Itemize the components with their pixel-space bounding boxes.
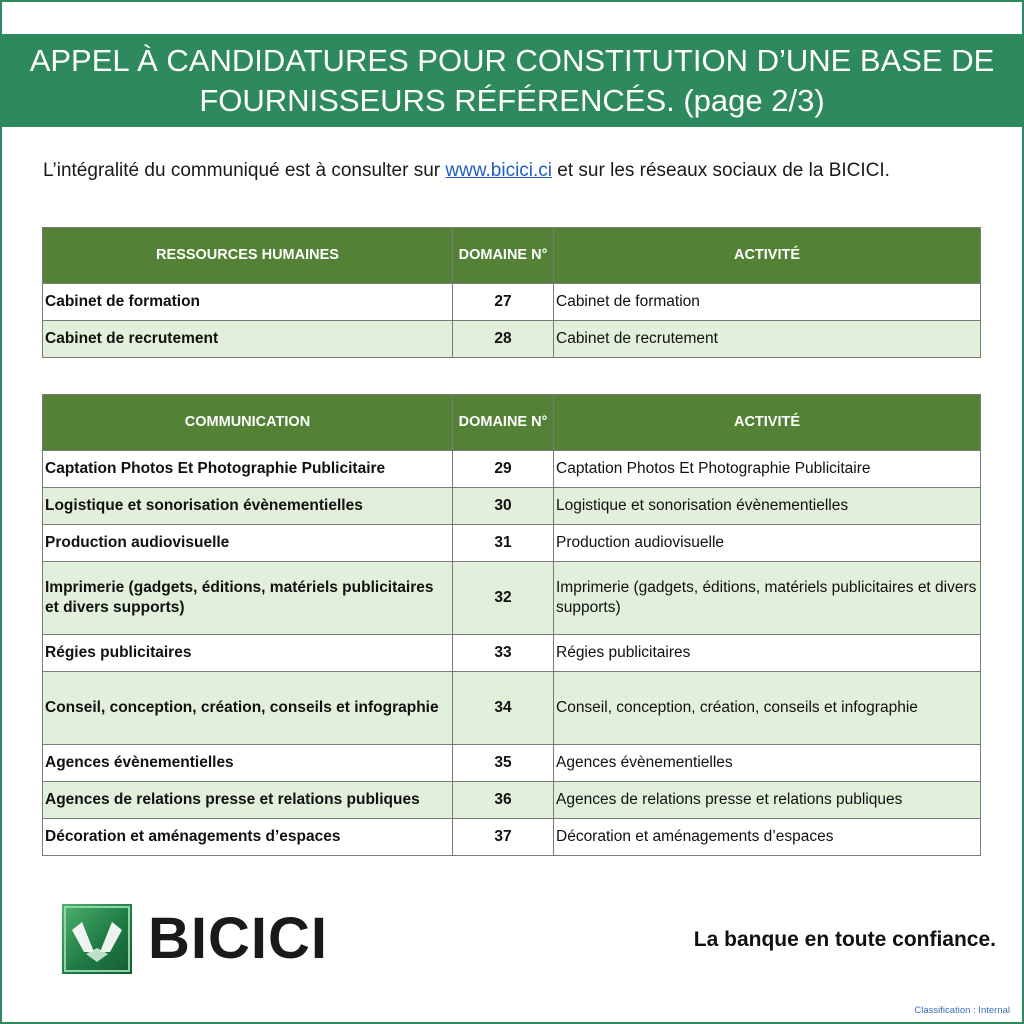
- row-name: Agences de relations presse et relations publiques: [43, 782, 453, 819]
- row-activity: Imprimerie (gadgets, éditions, matériels publicitaires et divers supports): [554, 562, 981, 635]
- row-activity: Logistique et sonorisation évènementielles: [554, 488, 981, 525]
- row-number: 35: [453, 745, 554, 782]
- table-row: [43, 672, 981, 745]
- row-name: Cabinet de formation: [43, 284, 453, 321]
- row-activity: Conseil, conception, création, conseils et infographie: [554, 672, 981, 745]
- intro-before: L’intégralité du communiqué est à consulter sur: [43, 160, 446, 181]
- row-number: 29: [453, 451, 554, 488]
- table-row: [43, 321, 981, 358]
- header-domain: DOMAINE N°: [453, 395, 554, 451]
- row-number: 27: [453, 284, 554, 321]
- row-name: Décoration et aménagements d’espaces: [43, 819, 453, 856]
- table-row: [43, 745, 981, 782]
- row-number: 37: [453, 819, 554, 856]
- bicici-logo-icon: [62, 904, 132, 974]
- row-number: 32: [453, 562, 554, 635]
- table-row: [43, 525, 981, 562]
- row-number: 28: [453, 321, 554, 358]
- row-activity: Régies publicitaires: [554, 635, 981, 672]
- row-activity: Captation Photos Et Photographie Publicitaire: [554, 451, 981, 488]
- table-header-row: [43, 395, 981, 451]
- intro-after: et sur les réseaux sociaux de la BICICI.: [552, 160, 890, 181]
- row-activity: Décoration et aménagements d’espaces: [554, 819, 981, 856]
- row-activity: Production audiovisuelle: [554, 525, 981, 562]
- row-name: Captation Photos Et Photographie Publicitaire: [43, 451, 453, 488]
- table-row: [43, 782, 981, 819]
- row-activity: Cabinet de formation: [554, 284, 981, 321]
- classification-label: Classification : Internal: [914, 1005, 1010, 1016]
- row-number: 34: [453, 672, 554, 745]
- slogan: La banque en toute confiance.: [693, 928, 996, 951]
- header-activity: ACTIVITÉ: [554, 395, 981, 451]
- table-row: [43, 819, 981, 856]
- header-category: COMMUNICATION: [43, 395, 453, 451]
- intro-text: [43, 160, 1003, 182]
- row-name: Conseil, conception, création, conseils et infographie: [43, 672, 453, 745]
- row-number: 31: [453, 525, 554, 562]
- row-name: Cabinet de recrutement: [43, 321, 453, 358]
- row-number: 36: [453, 782, 554, 819]
- header-activity: ACTIVITÉ: [554, 228, 981, 284]
- row-name: Imprimerie (gadgets, éditions, matériels publicitaires et divers supports): [43, 562, 453, 635]
- title-line-1: APPEL À CANDIDATURES POUR CONSTITUTION D’UNE BASE DE: [29, 42, 995, 78]
- table-row: [43, 635, 981, 672]
- row-name: Logistique et sonorisation évènementielles: [43, 488, 453, 525]
- table-row: [43, 562, 981, 635]
- table-header-row: [43, 228, 981, 284]
- row-activity: Agences de relations presse et relations publiques: [554, 782, 981, 819]
- header-category: RESSOURCES HUMAINES: [43, 228, 453, 284]
- website-link[interactable]: www.bicici.ci: [445, 160, 553, 181]
- row-activity: Cabinet de recrutement: [554, 321, 981, 358]
- header-domain: DOMAINE N°: [453, 228, 554, 284]
- row-name: Production audiovisuelle: [43, 525, 453, 562]
- table-row: [43, 451, 981, 488]
- row-number: 33: [453, 635, 554, 672]
- row-activity: Agences évènementielles: [554, 745, 981, 782]
- table-row: [43, 284, 981, 321]
- title-banner: [2, 34, 1022, 127]
- table-row: [43, 488, 981, 525]
- title-line-2: FOURNISSEURS RÉFÉRENCÉS. (page 2/3): [199, 82, 825, 118]
- row-name: Agences évènementielles: [43, 745, 453, 782]
- communication-table: [42, 394, 981, 856]
- row-name: Régies publicitaires: [43, 635, 453, 672]
- row-number: 30: [453, 488, 554, 525]
- hr-table: [42, 227, 981, 358]
- brand-name: BICICI: [148, 906, 328, 971]
